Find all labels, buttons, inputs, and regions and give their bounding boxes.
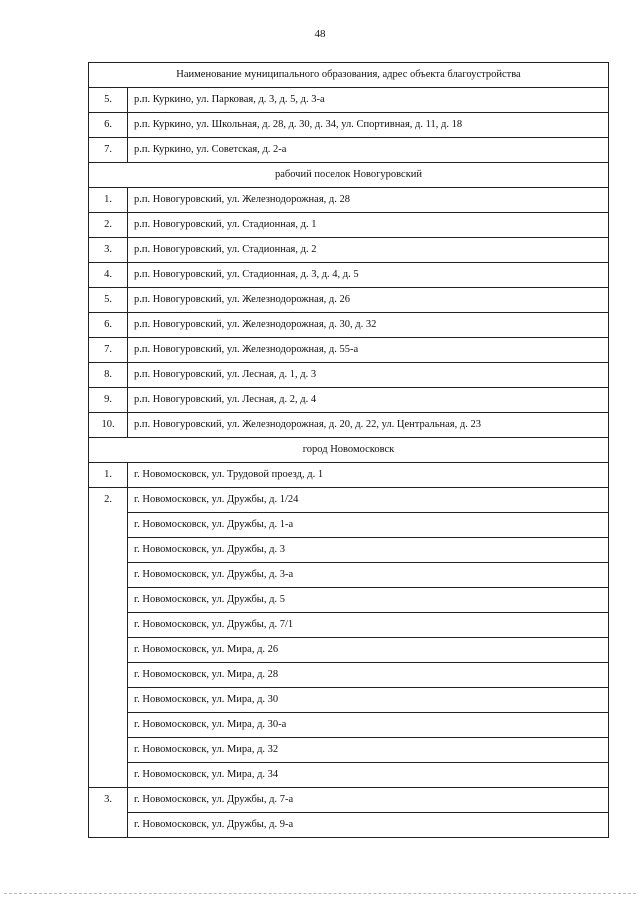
table-row (89, 238, 609, 263)
row-address: г. Новомосковск, ул. Мира, д. 30 (128, 688, 609, 713)
table-row (89, 338, 609, 363)
table-row (89, 488, 609, 513)
row-address: р.п. Новогуровский, ул. Стадионная, д. 2 (128, 238, 609, 263)
table-row (89, 363, 609, 388)
row-address: г. Новомосковск, ул. Дружбы, д. 3-а (128, 563, 609, 588)
table-row (89, 213, 609, 238)
table-row (89, 613, 609, 638)
row-address: г. Новомосковск, ул. Мира, д. 30-а (128, 713, 609, 738)
row-address: р.п. Новогуровский, ул. Стадионная, д. 1 (128, 213, 609, 238)
row-address: г. Новомосковск, ул. Дружбы, д. 9-а (128, 813, 609, 838)
row-number: 1. (89, 463, 128, 488)
table-row (89, 788, 609, 813)
row-address: р.п. Новогуровский, ул. Железнодорожная, д. 28 (128, 188, 609, 213)
row-number: 9. (89, 388, 128, 413)
page-number: 48 (314, 28, 326, 40)
row-number: 10. (89, 413, 128, 438)
table-row (89, 313, 609, 338)
row-number: 8. (89, 363, 128, 388)
row-address: г. Новомосковск, ул. Дружбы, д. 1-а (128, 513, 609, 538)
row-address: р.п. Новогуровский, ул. Стадионная, д. 3, д. 4, д. 5 (128, 263, 609, 288)
row-address: г. Новомосковск, ул. Трудовой проезд, д. 1 (128, 463, 609, 488)
row-address: р.п. Новогуровский, ул. Железнодорожная, д. 55-а (128, 338, 609, 363)
row-number (89, 613, 128, 638)
table-row (89, 813, 609, 838)
row-address: г. Новомосковск, ул. Дружбы, д. 3 (128, 538, 609, 563)
address-table-body (89, 63, 609, 838)
row-number: 2. (89, 488, 128, 513)
table-header-row (89, 63, 609, 88)
row-address: г. Новомосковск, ул. Мира, д. 32 (128, 738, 609, 763)
row-address: г. Новомосковск, ул. Дружбы, д. 7/1 (128, 613, 609, 638)
table-row (89, 638, 609, 663)
row-number: 6. (89, 313, 128, 338)
row-address: р.п. Новогуровский, ул. Лесная, д. 1, д. 3 (128, 363, 609, 388)
row-number: 5. (89, 288, 128, 313)
table-row (89, 513, 609, 538)
row-number: 7. (89, 138, 128, 163)
table-row (89, 538, 609, 563)
row-number (89, 588, 128, 613)
row-number (89, 738, 128, 763)
row-address: р.п. Куркино, ул. Советская, д. 2-а (128, 138, 609, 163)
row-number (89, 813, 128, 838)
row-number (89, 538, 128, 563)
row-number (89, 563, 128, 588)
row-address: г. Новомосковск, ул. Дружбы, д. 5 (128, 588, 609, 613)
row-address: р.п. Новогуровский, ул. Железнодорожная, д. 20, д. 22, ул. Центральная, д. 23 (128, 413, 609, 438)
row-address: г. Новомосковск, ул. Дружбы, д. 7-а (128, 788, 609, 813)
row-number: 6. (89, 113, 128, 138)
row-number (89, 513, 128, 538)
row-number (89, 663, 128, 688)
row-number (89, 763, 128, 788)
table-header: Наименование муниципального образования, адрес объекта благоустройства (89, 63, 609, 88)
table-row (89, 738, 609, 763)
table-row (89, 113, 609, 138)
table-row (89, 413, 609, 438)
address-table (88, 62, 609, 838)
row-address: г. Новомосковск, ул. Мира, д. 26 (128, 638, 609, 663)
row-address: р.п. Куркино, ул. Школьная, д. 28, д. 30, д. 34, ул. Спортивная, д. 11, д. 18 (128, 113, 609, 138)
row-address: г. Новомосковск, ул. Мира, д. 28 (128, 663, 609, 688)
row-address: р.п. Новогуровский, ул. Лесная, д. 2, д. 4 (128, 388, 609, 413)
row-address: р.п. Новогуровский, ул. Железнодорожная, д. 26 (128, 288, 609, 313)
row-number (89, 713, 128, 738)
row-number: 5. (89, 88, 128, 113)
row-address: р.п. Новогуровский, ул. Железнодорожная, д. 30, д. 32 (128, 313, 609, 338)
table-row (89, 463, 609, 488)
row-address: г. Новомосковск, ул. Мира, д. 34 (128, 763, 609, 788)
table-row (89, 713, 609, 738)
table-row (89, 763, 609, 788)
row-number: 7. (89, 338, 128, 363)
table-row (89, 588, 609, 613)
section-row (89, 163, 609, 188)
table-row (89, 563, 609, 588)
table-row (89, 663, 609, 688)
table-row (89, 188, 609, 213)
row-number: 1. (89, 188, 128, 213)
table-row (89, 688, 609, 713)
row-number: 2. (89, 213, 128, 238)
table-row (89, 138, 609, 163)
row-number (89, 688, 128, 713)
row-address: г. Новомосковск, ул. Дружбы, д. 1/24 (128, 488, 609, 513)
section-title: город Новомосковск (89, 438, 609, 463)
row-number (89, 638, 128, 663)
table-row (89, 388, 609, 413)
section-row (89, 438, 609, 463)
footer-divider (4, 893, 636, 894)
table-row (89, 288, 609, 313)
row-number: 4. (89, 263, 128, 288)
table-row (89, 263, 609, 288)
row-address: р.п. Куркино, ул. Парковая, д. 3, д. 5, д. 3-а (128, 88, 609, 113)
row-number: 3. (89, 238, 128, 263)
table-row (89, 88, 609, 113)
section-title: рабочий поселок Новогуровский (89, 163, 609, 188)
row-number: 3. (89, 788, 128, 813)
